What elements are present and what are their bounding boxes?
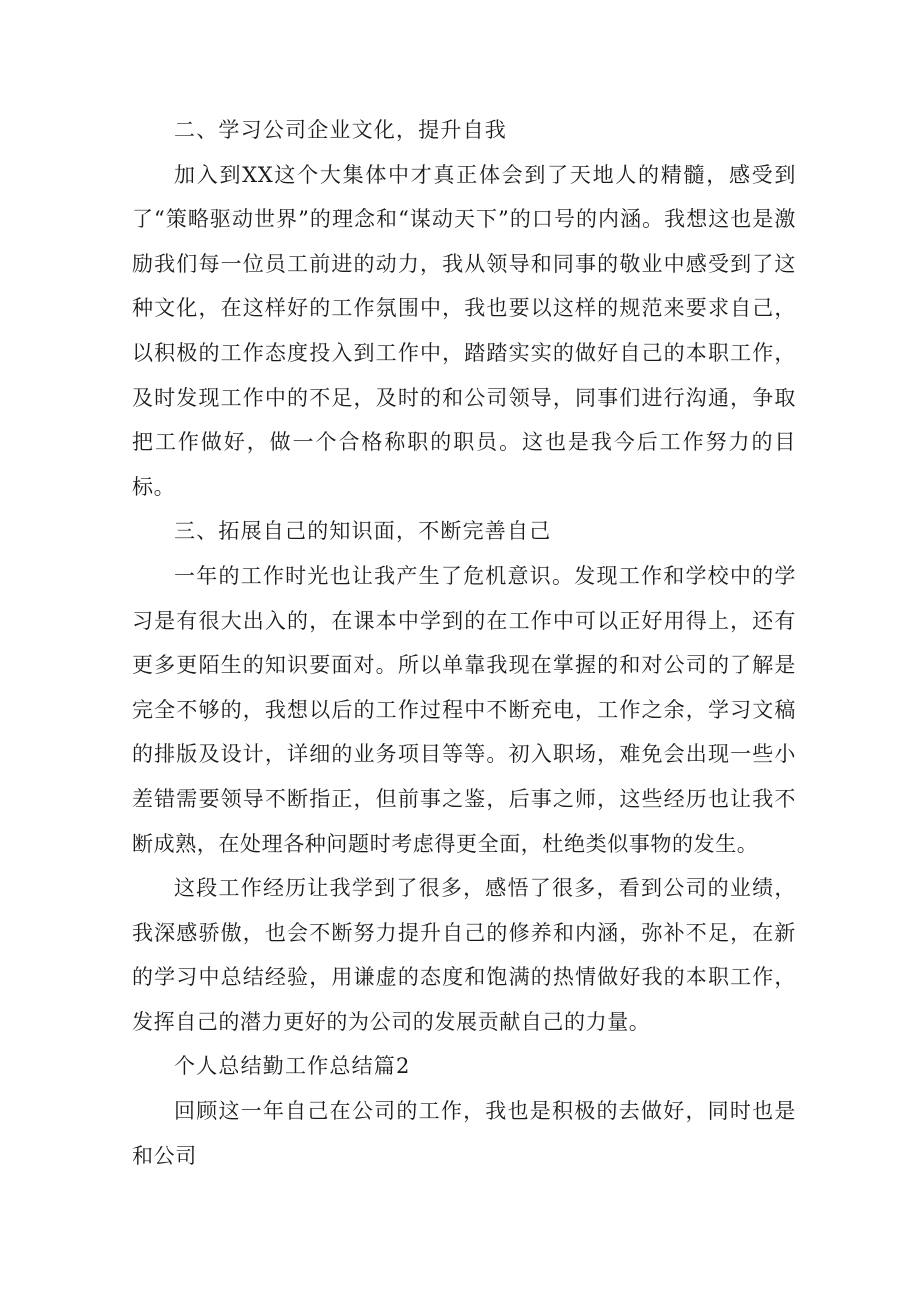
paragraph-knowledge: 一年的工作时光也让我产生了危机意识。发现工作和学校中的学习是有很大出入的，在课本中学到的在工作中可以正好用得上，还有更多更陌生的知识要面对。所以单靠我现在掌握的和对公司的了解是完全不够的，我想以后的工作过程中不断充电，工作之余，学习文稿的排版及设计，详细的业务项目等等。初入职场，难免会出现一些小差错需要领导不断指正，但前事之鉴，后事之师，这些经历也让我不断成熟，在处理各种问题时考虑得更全面，杜绝类似事物的发生。	[132, 563, 796, 856]
paragraph-closing: 这段工作经历让我学到了很多，感悟了很多，看到公司的业绩，我深感骄傲，也会不断努力提升自己的修养和内涵，弥补不足，在新的学习中总结经验，用谦虚的态度和饱满的热情做好我的本职工作，发挥自己的潜力更好的为公司的发展贡献自己的力量。	[132, 876, 796, 1034]
section-heading-culture: 二、学习公司企业文化，提升自我	[174, 118, 507, 142]
paragraph-culture: 加入到XX这个大集体中才真正体会到了天地人的精髓，感受到了“策略驱动世界”的理念和“谋动天下”的口号的内涵。我想这也是激励我们每一位员工前进的动力，我从领导和同事的敬业中感受到了这种文化，在这样好的工作氛围中，我也要以这样的规范来要求自己，以积极的工作态度投入到工作中，踏踏实实的做好自己的本职工作，及时发现工作中的不足，及时的和公司领导，同事们进行沟通，争取把工作做好，做一个合格称职的职员。这也是我今后工作努力的目标。	[132, 162, 796, 499]
section-heading-knowledge: 三、拓展自己的知识面，不断完善自己	[174, 519, 552, 544]
paragraph-article2-intro: 回顾这一年自己在公司的工作，我也是积极的去做好，同时也是和公司	[132, 1099, 796, 1168]
article-title: 个人总结勤工作总结篇2	[174, 1054, 411, 1079]
